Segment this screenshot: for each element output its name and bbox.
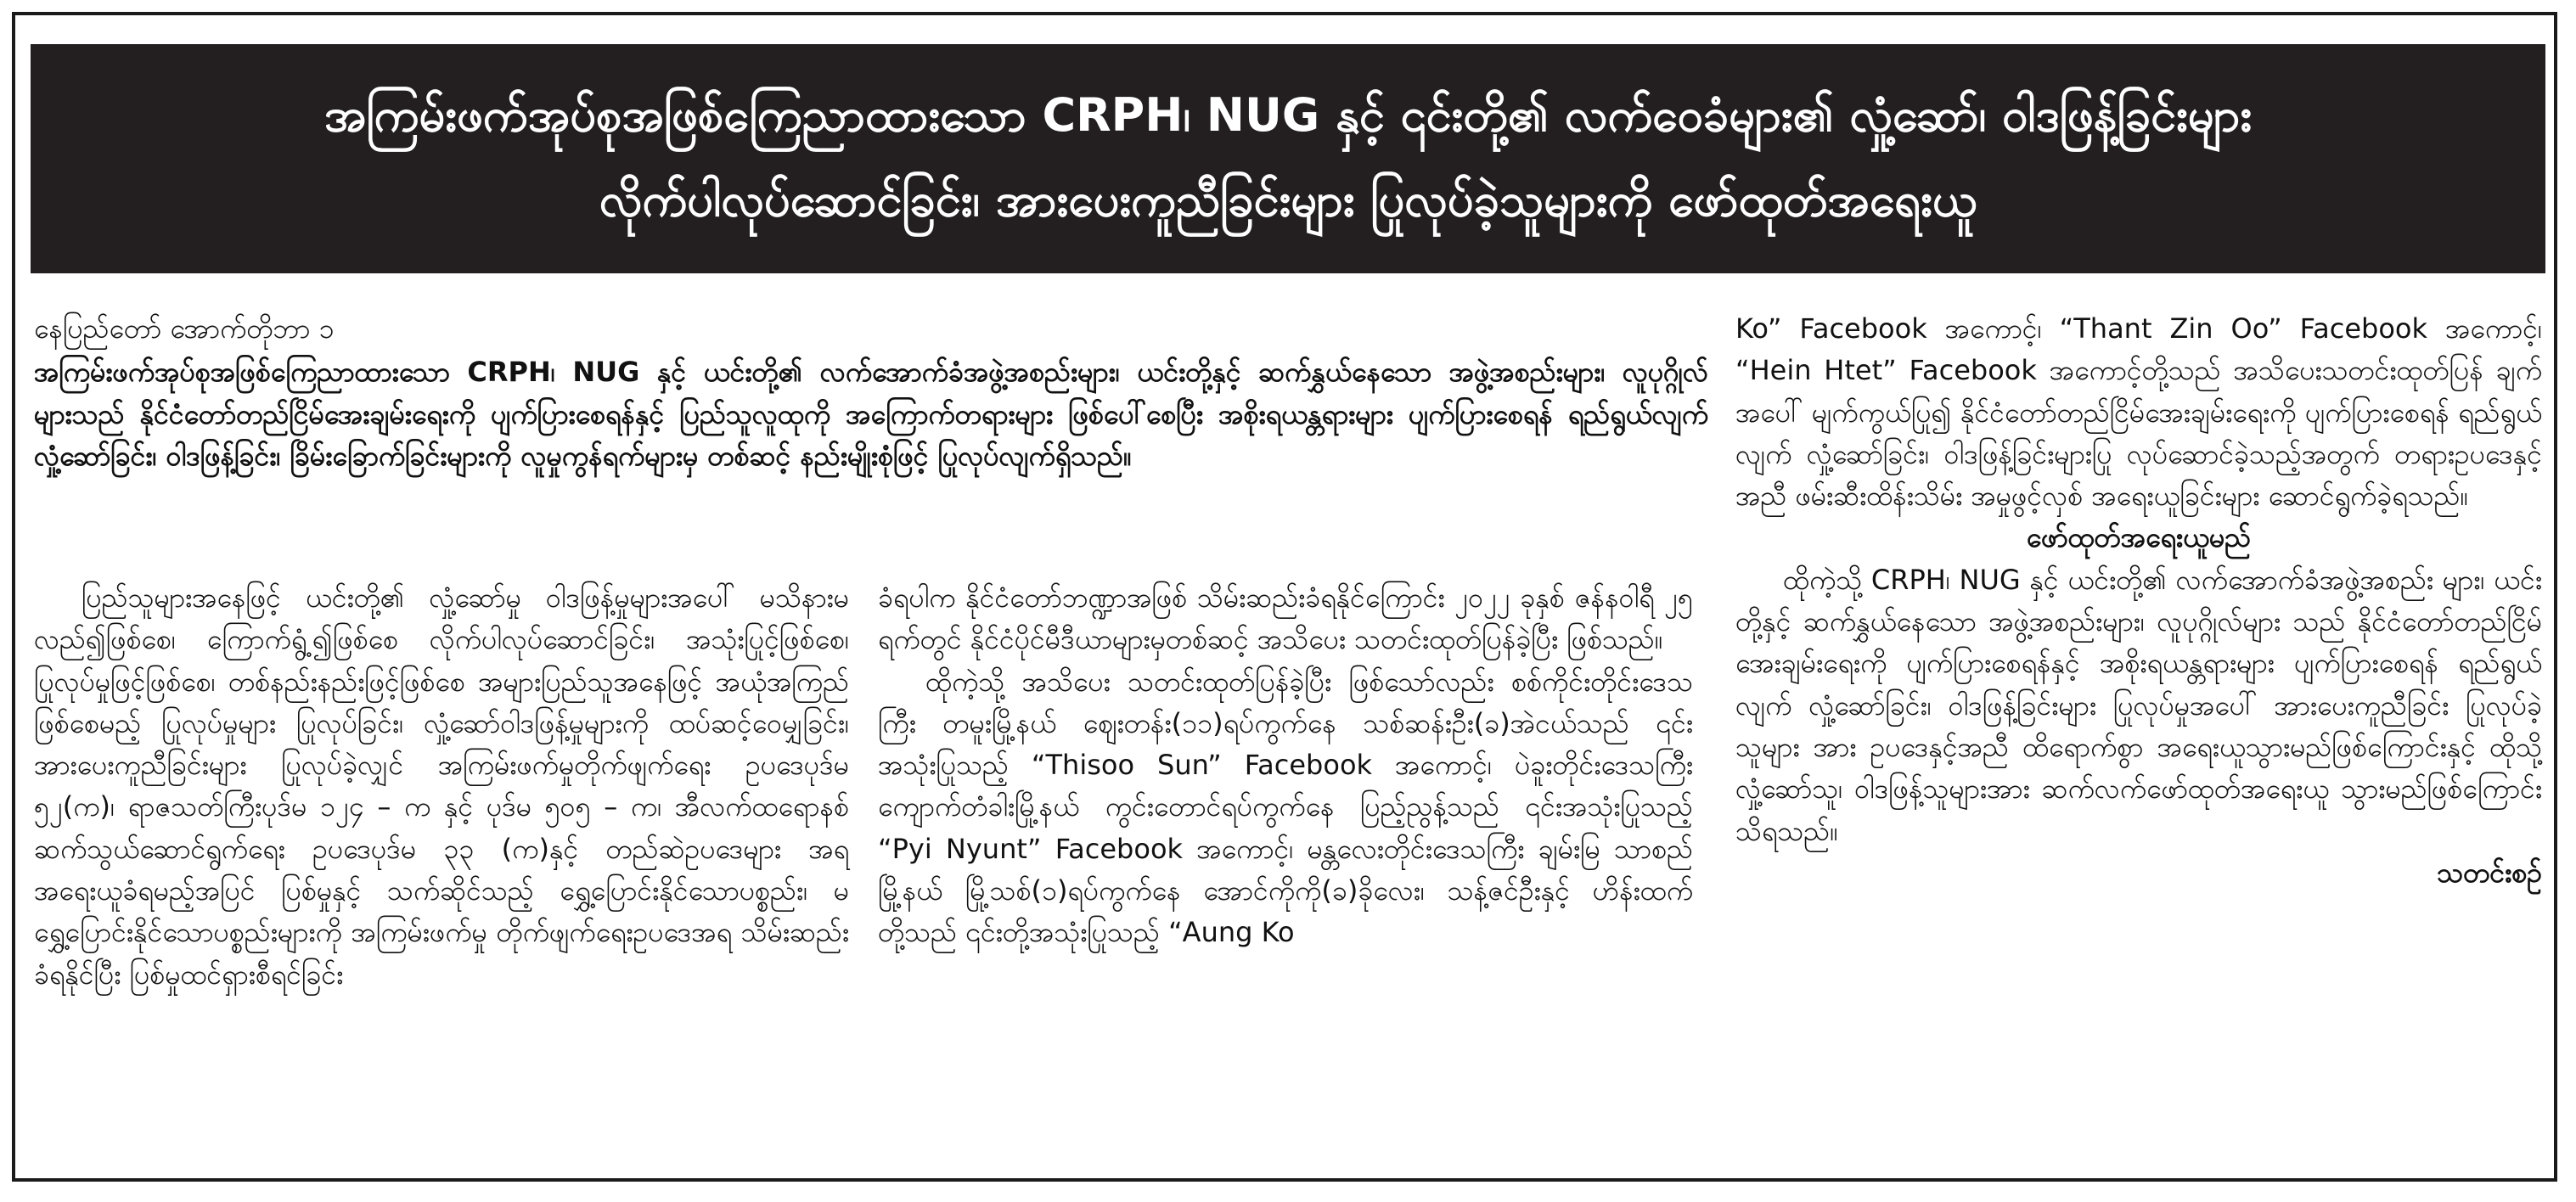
subheading: ဖော်ထုတ်အရေးယူမည် — [2026, 521, 2252, 554]
dateline: နေပြည်တော် အောက်တိုဘာ ၁ — [34, 312, 335, 345]
column-1-paragraph: ပြည်သူများအနေဖြင့် ယင်းတို့၏ လှုံ့ဆော်မှု ဝါဒဖြန့်မှုများအပေါ် မသိနားမလည်၍ဖြစ်စေ၊ ကြောက်ရွံ့၍ဖြစ်စေ လိုက်ပါလုပ်ဆောင်ခြင်း၊ အသုံးပြုင့်ဖြစ်စေ၊ ပြုလုပ်မှုဖြင့်ဖြစ်စေ၊ တစ်နည်းနည်းဖြင့်ဖြစ်စေ အများပြည်သူအနေဖြင့် အယုံအကြည်ဖြစ်စေမည့် ပြုလုပ်မှုများ ပြုလုပ်ခြင်း၊ လှုံ့ဆော်ဝါဒဖြန့်မှုများကို ထပ်ဆင့်ဝေမျှခြင်း၊ အားပေးကူညီခြင်းများ ပြုလုပ်ခဲ့လျှင် အကြမ်းဖက်မှုတိုက်ဖျက်ရေး ဥပဒေပုဒ်မ ၅၂(က)၊ ရာဇသတ်ကြီးပုဒ်မ ၁၂၄ – က နှင့် ပုဒ်မ ၅၀၅ – က၊ အီလက်ထရောနစ် ဆက်သွယ်ဆောင်ရွက်ရေး ဥပဒေပုဒ်မ ၃၃ (က)နှင့် တည်ဆဲဥပဒေများ အရ အရေးယူခံရမည့်အပြင် ပြစ်မှုနှင့် သက်ဆိုင်သည့် ရွှေ့ပြောင်းနိုင်သောပစ္စည်း၊ မရွှေ့ပြောင်းနိုင်သောပစ္စည်းများကို အကြမ်းဖက်မှု တိုက်ဖျက်ရေးဥပဒေအရ သိမ်းဆည်းခံရနိုင်ပြီး ပြစ်မှုထင်ရှားစီရင်ခြင်း — [34, 581, 849, 991]
headline-banner — [31, 44, 2545, 273]
column-3 — [1735, 308, 2542, 894]
column-1 — [34, 577, 849, 996]
article-lead — [34, 308, 1708, 477]
intro-paragraph: အကြမ်းဖက်အုပ်စုအဖြစ်ကြေညာထားသော CRPH၊ NUG နှင့် ယင်းတို့၏ လက်အောက်ခံအဖွဲ့အစည်းများ၊ ယင်းတို့နှင့် ဆက်နွှယ်နေသော အဖွဲ့အစည်းများ၊ လူပုဂ္ဂိုလ်များသည် နိုင်ငံတော်တည်ငြိမ်အေးချမ်းရေးကို ပျက်ပြားစေရန်နှင့် ပြည်သူလူထုကို အကြောက်တရားများ ဖြစ်ပေါ်စေပြီး အစိုးရယန္တရားများ ပျက်ပြားစေရန် ရည်ရွယ်လျက် လှုံ့ဆော်ခြင်း၊ ဝါဒဖြန့်ခြင်း၊ ခြိမ်းခြောက်ခြင်းများကို လူမှုကွန်ရက်များမှ တစ်ဆင့် နည်းမျိုးစုံဖြင့် ပြုလုပ်လျက်ရှိသည်။ — [34, 356, 1708, 472]
column-3-paragraph-1: Ko” Facebook အကောင့်၊ “Thant Zin Oo” Facebook အကောင့်၊ “Hein Htet” Facebook အကောင့်တို့သည် အသိပေးသတင်းထုတ်ပြန် ချက်အပေါ် မျက်ကွယ်ပြု၍ နိုင်ငံတော်တည်ငြိမ်အေးချမ်းရေးကို ပျက်ပြားစေရန် ရည်ရွယ်လျက် လှုံ့ဆော်ခြင်း၊ ဝါဒဖြန့်ခြင်းများပြု လုပ်ဆောင်ခဲ့သည့်အတွက် တရားဥပဒေနှင့်အညီ ဖမ်းဆီးထိန်းသိမ်း အမှုဖွင့်လှစ် အရေးယူခြင်းများ ဆောင်ရွက်ခဲ့ရသည်။ — [1735, 312, 2542, 513]
column-2-paragraph-2: ထိုကဲ့သို့ အသိပေး သတင်းထုတ်ပြန်ခဲ့ပြီး ဖြစ်သော်လည်း စစ်ကိုင်းတိုင်းဒေသကြီး တမူးမြို့နယ် ဈေးတန်း(၁၁)ရပ်ကွက်နေ သစ်ဆန်းဦး(ခ)အဲငယ်သည် ၎င်းအသုံးပြုသည့် “Thisoo Sun” Facebook အကောင့်၊ ပဲခူးတိုင်းဒေသကြီး ကျောက်တံခါးမြို့နယ် ကွင်းတောင်ရပ်ကွက်နေ ပြည့်ညွန့်သည် ၎င်းအသုံးပြုသည့် “Pyi Nyunt” Facebook အကောင့်၊ မန္တလေးတိုင်းဒေသကြီး ချမ်းမြ သာစည်မြို့နယ် မြို့သစ်(၁)ရပ်ကွက်နေ အောင်ကိုကို(ခ)ခိုလေး၊ သန့်ဇင်ဦးနှင့် ဟိန်းထက်တို့သည် ၎င်းတို့အသုံးပြုသည့် “Aung Ko — [878, 665, 1693, 949]
headline-line-2: လိုက်ပါလုပ်ဆောင်ခြင်း၊ အားပေးကူညီခြင်းများ ပြုလုပ်ခဲ့သူများကို ဖော်ထုတ်အရေးယူ — [599, 173, 1977, 227]
headline-line-1: အကြမ်းဖက်အုပ်စုအဖြစ်ကြေညာထားသော CRPH၊ NUG နှင့် ၎င်းတို့၏ လက်ဝေခံများ၏ လှုံ့ဆော်၊ ဝါဒဖြန့်ခြင်းများ — [323, 88, 2253, 142]
column-2-paragraph-1: ခံရပါက နိုင်ငံတော်ဘဏ္ဍာအဖြစ် သိမ်းဆည်းခံရနိုင်ကြောင်း ၂၀၂၂ ခုနှစ် ဇန်နဝါရီ ၂၅ ရက်တွင် နိုင်ငံပိုင်မီဒီယာများမှတစ်ဆင့် အသိပေး သတင်းထုတ်ပြန်ခဲ့ပြီး ဖြစ်သည်။ — [878, 581, 1693, 656]
column-2 — [878, 577, 1693, 954]
column-3-paragraph-2: ထိုကဲ့သို့ CRPH၊ NUG နှင့် ယင်းတို့၏ လက်အောက်ခံအဖွဲ့အစည်း များ၊ ယင်းတို့နှင့် ဆက်နွှယ်နေသော အဖွဲ့အစည်းများ၊ လူပုဂ္ဂိုလ်များ သည် နိုင်ငံတော်တည်ငြိမ်အေးချမ်းရေးကို ပျက်ပြားစေရန်နှင့် အစိုးရယန္တရားများ ပျက်ပြားစေရန် ရည်ရွယ်လျက် လှုံ့ဆော်ခြင်း၊ ဝါဒဖြန့်ခြင်းများ ပြုလုပ်မှုအပေါ် အားပေးကူညီခြင်း ပြုလုပ်ခဲ့သူများ အား ဥပဒေနှင့်အညီ ထိရောက်စွာ အရေးယူသွားမည်ဖြစ်ကြောင်းနှင့် ထိုသို့လှုံ့ဆော်သူ၊ ဝါဒဖြန့်သူများအား ဆက်လက်ဖော်ထုတ်အရေးယူ သွားမည်ဖြစ်ကြောင်း သိရသည်။ — [1735, 563, 2543, 847]
byline: သတင်းစဉ် — [2437, 856, 2542, 889]
